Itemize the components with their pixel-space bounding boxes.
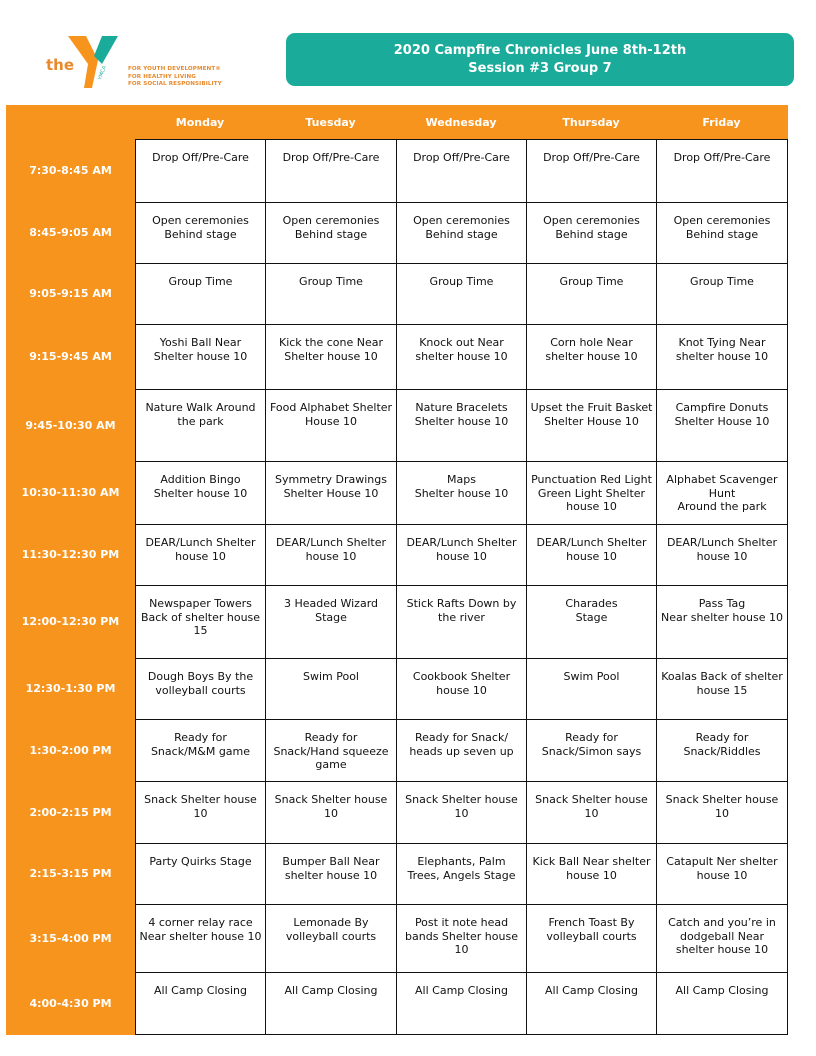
activity-cell xyxy=(656,658,788,720)
activity-text: Swim Pool xyxy=(302,670,359,683)
activity-cell xyxy=(526,585,657,659)
activity-text: Alphabet Scavenger Hunt Around the park xyxy=(666,473,778,513)
activity-cell xyxy=(656,139,788,203)
activity-cell xyxy=(526,904,657,973)
activity-text: All Camp Closing xyxy=(284,984,378,997)
activity-text: Symmetry Drawings Shelter House 10 xyxy=(274,473,387,500)
activity-cell xyxy=(656,585,788,659)
activity-cell xyxy=(526,719,657,782)
activity-cell xyxy=(135,972,266,1035)
activity-text: Punctuation Red Light Green Light Shelter house 10 xyxy=(531,473,652,513)
ymca-logo xyxy=(44,34,224,94)
activity-cell xyxy=(526,324,657,390)
activity-cell xyxy=(265,324,397,390)
activity-cell xyxy=(656,461,788,525)
title-line-1: 2020 Campfire Chronicles June 8th-12th xyxy=(393,42,687,58)
activity-text: All Camp Closing xyxy=(545,984,638,997)
activity-text: DEAR/Lunch Shelter house 10 xyxy=(666,536,778,563)
activity-text: Newspaper Towers Back of shelter house 15 xyxy=(140,597,261,637)
activity-text: All Camp Closing xyxy=(154,984,247,997)
activity-cell xyxy=(265,904,397,973)
time-slot-label: 12:30-1:30 PM xyxy=(25,682,116,695)
activity-cell xyxy=(656,324,788,390)
activity-cell xyxy=(265,524,397,586)
activity-text: Open ceremonies Behind stage xyxy=(152,214,249,241)
activity-text: 3 Headed Wizard Stage xyxy=(283,597,379,624)
time-slot-label: 2:00-2:15 PM xyxy=(29,805,112,819)
activity-cell xyxy=(135,524,266,586)
activity-cell xyxy=(396,263,527,325)
activity-text: Corn hole Near shelter house 10 xyxy=(545,336,638,363)
activity-text: Drop Off/Pre-Care xyxy=(673,151,771,164)
activity-text: Kick Ball Near shelter house 10 xyxy=(532,855,651,882)
activity-cell xyxy=(135,585,266,659)
activity-cell xyxy=(135,202,266,264)
time-slot-label: 12:00-12:30 PM xyxy=(21,615,120,628)
activity-cell xyxy=(135,781,266,844)
activity-cell xyxy=(526,263,657,325)
time-slot-label: 1:30-2:00 PM xyxy=(29,743,112,757)
activity-text: Open ceremonies Behind stage xyxy=(282,214,380,241)
logo-tagline xyxy=(128,66,222,89)
activity-text: All Camp Closing xyxy=(415,984,508,997)
activity-cell xyxy=(526,524,657,586)
activity-text: DEAR/Lunch Shelter house 10 xyxy=(406,536,517,563)
activity-text: Food Alphabet Shelter House 10 xyxy=(269,401,393,428)
activity-cell xyxy=(396,524,527,586)
activity-text: Snack Shelter house 10 xyxy=(274,793,388,820)
activity-cell xyxy=(265,843,397,905)
activity-cell xyxy=(135,139,266,203)
activity-cell xyxy=(526,389,657,462)
activity-cell xyxy=(265,139,397,203)
activity-text: Pass Tag Near shelter house 10 xyxy=(660,597,784,624)
day-header: Thursday xyxy=(562,115,620,129)
activity-text: Elephants, Palm Trees, Angels Stage xyxy=(407,855,516,882)
tagline-line: FOR HEALTHY LIVING xyxy=(128,73,196,80)
activity-cell xyxy=(135,389,266,462)
activity-cell xyxy=(396,202,527,264)
activity-cell xyxy=(526,461,657,525)
time-slot-label: 8:45-9:05 AM xyxy=(29,226,112,239)
activity-text: Ready for Snack/Hand squeeze game xyxy=(273,731,389,771)
activity-cell xyxy=(526,202,657,264)
activity-text: Stick Rafts Down by the river xyxy=(406,597,517,624)
activity-cell xyxy=(135,658,266,720)
time-slot-label: 7:30-8:45 AM xyxy=(29,164,112,177)
activity-text: Addition Bingo Shelter house 10 xyxy=(153,473,248,500)
activity-cell xyxy=(396,461,527,525)
activity-cell xyxy=(265,202,397,264)
activity-text: Group Time xyxy=(168,275,233,288)
activity-text: Catapult Ner shelter house 10 xyxy=(666,855,778,882)
activity-text: 4 corner relay race Near shelter house 10 xyxy=(139,916,262,943)
activity-text: Yoshi Ball Near Shelter house 10 xyxy=(153,336,248,363)
activity-cell xyxy=(526,972,657,1035)
activity-cell xyxy=(526,843,657,905)
activity-cell xyxy=(526,139,657,203)
logo-word: the xyxy=(46,56,75,74)
activity-text: Cookbook Shelter house 10 xyxy=(412,670,511,697)
activity-text: All Camp Closing xyxy=(675,984,769,997)
activity-text: Group Time xyxy=(299,275,363,288)
activity-text: Koalas Back of shelter house 15 xyxy=(661,670,783,697)
day-header: Friday xyxy=(702,115,741,129)
time-slot-label: 10:30-11:30 AM xyxy=(21,486,120,499)
activity-cell xyxy=(656,389,788,462)
activity-text: Knot Tying Near shelter house 10 xyxy=(675,336,769,363)
activity-text: Bumper Ball Near shelter house 10 xyxy=(282,855,380,882)
activity-text: Snack Shelter house 10 xyxy=(405,793,518,820)
time-slot-label: 9:05-9:15 AM xyxy=(29,287,112,300)
activity-text: Snack Shelter house 10 xyxy=(535,793,648,820)
day-header: Monday xyxy=(175,115,225,129)
activity-cell xyxy=(656,843,788,905)
activity-text: Nature Walk Around the park xyxy=(145,401,256,428)
activity-text: Knock out Near shelter house 10 xyxy=(415,336,508,363)
activity-text: Snack Shelter house 10 xyxy=(144,793,257,820)
activity-text: Drop Off/Pre-Care xyxy=(152,151,249,164)
y-mark-icon xyxy=(66,34,122,90)
y-mark-text: YMCA xyxy=(97,65,108,81)
activity-text: DEAR/Lunch Shelter house 10 xyxy=(145,536,256,563)
activity-cell xyxy=(396,389,527,462)
tagline-line: FOR YOUTH DEVELOPMENT® xyxy=(128,66,221,72)
activity-text: Group Time xyxy=(429,275,494,288)
activity-cell xyxy=(265,389,397,462)
activity-text: Dough Boys By the volleyball courts xyxy=(147,670,254,697)
activity-cell xyxy=(396,781,527,844)
activity-text: Swim Pool xyxy=(563,670,620,683)
activity-text: Drop Off/Pre-Care xyxy=(543,151,640,164)
title-banner xyxy=(286,33,794,86)
time-slot-label: 11:30-12:30 PM xyxy=(21,548,120,561)
activity-cell xyxy=(396,843,527,905)
time-slot-label: 9:45-10:30 AM xyxy=(25,418,116,432)
activity-cell xyxy=(265,263,397,325)
activity-cell xyxy=(656,904,788,973)
activity-text: Open ceremonies Behind stage xyxy=(413,214,510,241)
activity-cell xyxy=(396,324,527,390)
activity-text: Open ceremonies Behind stage xyxy=(543,214,640,241)
activity-text: Campfire Donuts Shelter House 10 xyxy=(674,401,770,428)
activity-cell xyxy=(135,719,266,782)
activity-cell xyxy=(135,843,266,905)
activity-text: Maps Shelter house 10 xyxy=(414,473,509,500)
activity-cell xyxy=(396,719,527,782)
activity-cell xyxy=(396,904,527,973)
activity-cell xyxy=(396,658,527,720)
activity-cell xyxy=(135,263,266,325)
activity-cell xyxy=(656,202,788,264)
activity-cell xyxy=(526,781,657,844)
activity-cell xyxy=(656,263,788,325)
time-slot-label: 4:00-4:30 PM xyxy=(29,996,112,1010)
activity-text: Party Quirks Stage xyxy=(149,855,252,868)
activity-text: Drop Off/Pre-Care xyxy=(282,151,380,164)
time-slot-label: 9:15-9:45 AM xyxy=(29,350,112,363)
activity-text: Drop Off/Pre-Care xyxy=(413,151,510,164)
activity-text: Group Time xyxy=(690,275,754,288)
activity-cell xyxy=(656,781,788,844)
activity-text: Nature Bracelets Shelter house 10 xyxy=(414,401,509,428)
activity-text: DEAR/Lunch Shelter house 10 xyxy=(536,536,647,563)
activity-text: Ready for Snack/Simon says xyxy=(541,731,642,758)
tagline-line: FOR SOCIAL RESPONSIBILITY xyxy=(128,81,222,88)
day-header: Wednesday xyxy=(425,115,497,129)
activity-text: Ready for Snack/M&M game xyxy=(150,731,251,758)
activity-text: Group Time xyxy=(559,275,624,288)
activity-text: French Toast By volleyball courts xyxy=(546,916,637,943)
activity-text: Open ceremonies Behind stage xyxy=(673,214,771,241)
activity-cell xyxy=(265,972,397,1035)
activity-cell xyxy=(265,461,397,525)
title-line-2: Session #3 Group 7 xyxy=(468,60,612,76)
activity-cell xyxy=(656,524,788,586)
activity-cell xyxy=(265,719,397,782)
activity-cell xyxy=(396,585,527,659)
activity-text: Ready for Snack/Riddles xyxy=(683,731,761,758)
activity-cell xyxy=(396,139,527,203)
activity-text: Upset the Fruit Basket Shelter House 10 xyxy=(530,401,653,428)
time-slot-label: 3:15-4:00 PM xyxy=(29,931,112,945)
activity-text: DEAR/Lunch Shelter house 10 xyxy=(275,536,387,563)
activity-text: Ready for Snack/ heads up seven up xyxy=(409,731,514,758)
activity-text: Catch and you’re in dodgeball Near shelter house 10 xyxy=(668,916,776,956)
activity-cell xyxy=(135,461,266,525)
activity-cell xyxy=(135,904,266,973)
activity-cell xyxy=(265,781,397,844)
time-slot-label: 2:15-3:15 PM xyxy=(29,867,112,880)
activity-text: Lemonade By volleyball courts xyxy=(285,916,377,943)
activity-cell xyxy=(396,972,527,1035)
activity-cell xyxy=(265,585,397,659)
activity-text: Snack Shelter house 10 xyxy=(665,793,779,820)
activity-cell xyxy=(526,658,657,720)
activity-cell xyxy=(656,972,788,1035)
activity-cell xyxy=(656,719,788,782)
activity-text: Kick the cone Near Shelter house 10 xyxy=(278,336,383,363)
activity-cell xyxy=(265,658,397,720)
activity-cell xyxy=(135,324,266,390)
activity-text: Charades Stage xyxy=(565,597,618,624)
day-header: Tuesday xyxy=(305,115,356,129)
activity-text: Post it note head bands Shelter house 10 xyxy=(405,916,518,956)
